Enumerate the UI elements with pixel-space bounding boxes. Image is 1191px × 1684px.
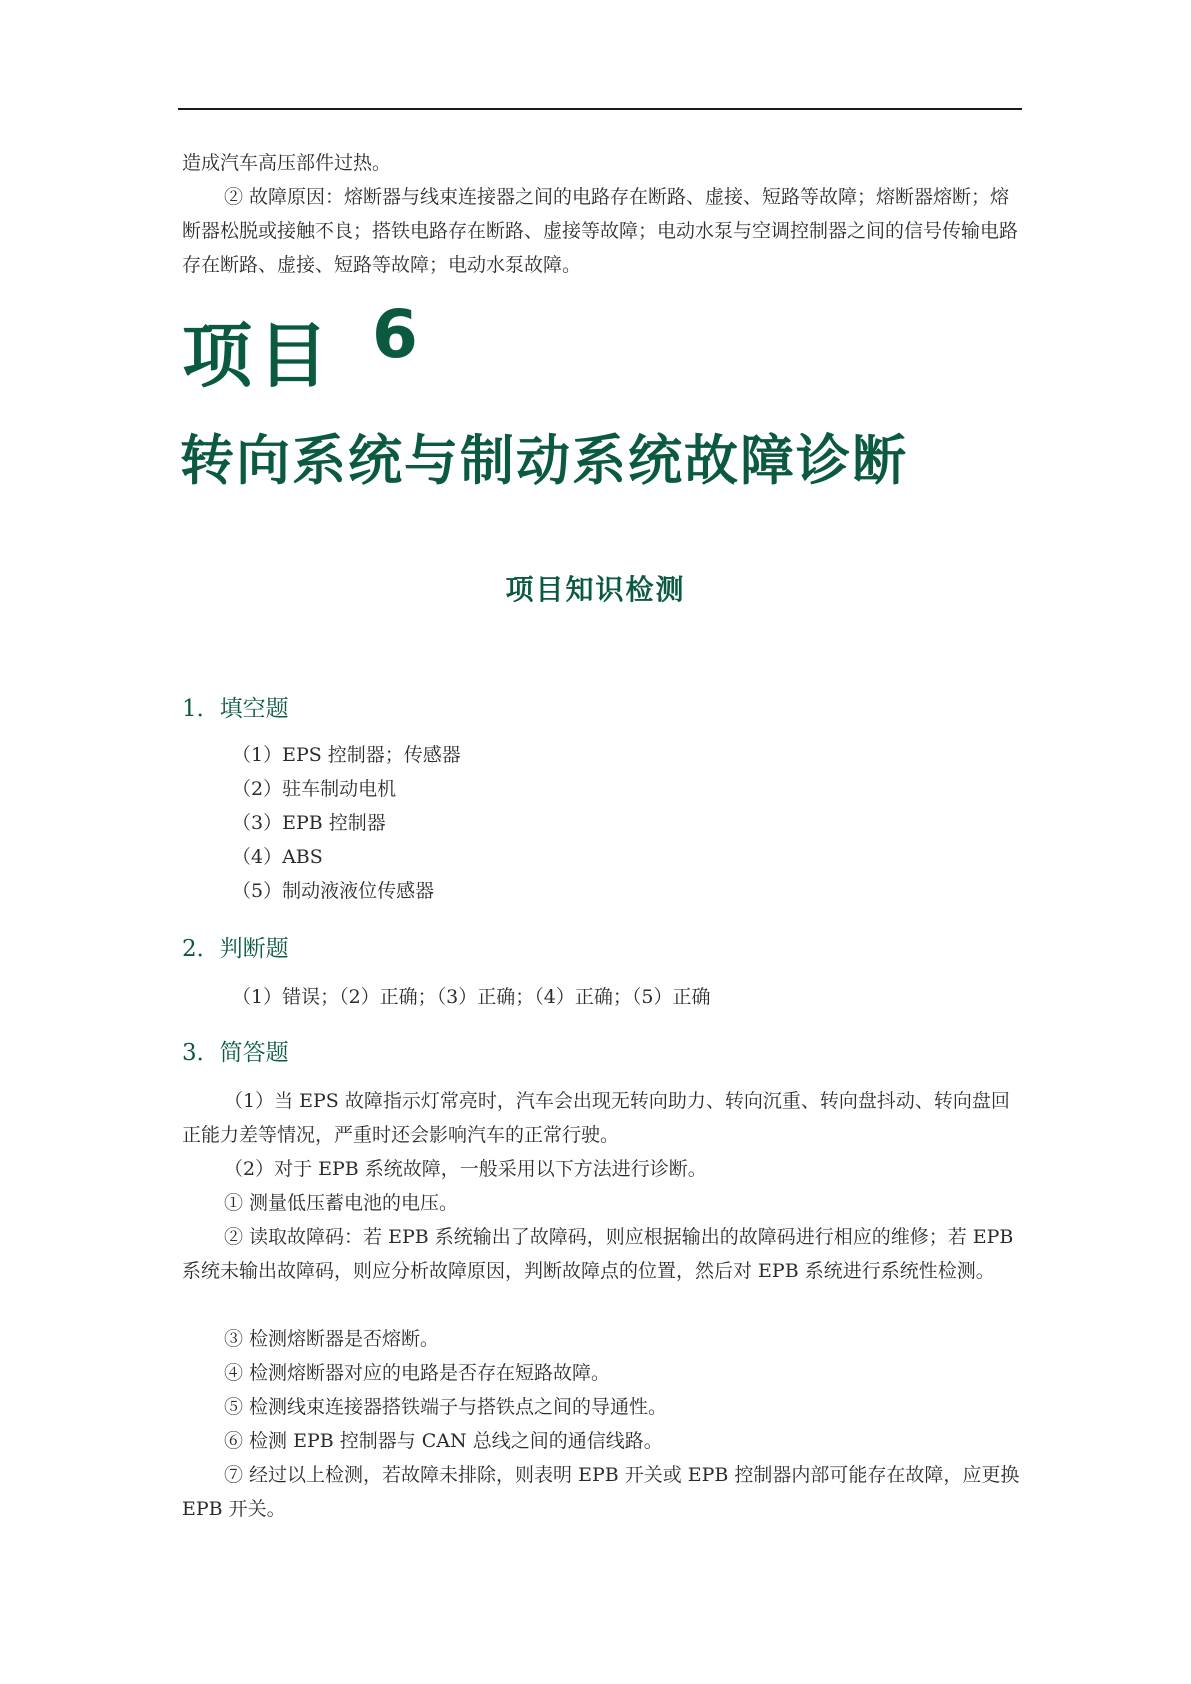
- continuation-line: 造成汽车高压部件过热。: [182, 152, 392, 174]
- q3-step-4: ④ 检测熔断器对应的电路是否存在短路故障。: [224, 1362, 611, 1384]
- q1-answer-5: （5）制动液液位传感器: [232, 880, 435, 902]
- q1-answer-1: （1）EPS 控制器；传感器: [232, 744, 461, 766]
- q3-paragraph-1: （1）当 EPS 故障指示灯常亮时，汽车会出现无转向助力、转向沉重、转向盘抖动、转向盘回正能力差等情况，严重时还会影响汽车的正常行驶。: [182, 1090, 1010, 1146]
- fault-cause-paragraph: ② 故障原因：熔断器与线束连接器之间的电路存在断路、虚接、短路等故障；熔断器熔断；熔断器松脱或接触不良；搭铁电路存在断路、虚接等故障；电动水泵与空调控制器之间的信号传输电路存在断路、虚接、短路等故障；电动水泵故障。: [182, 186, 1019, 276]
- q3-paragraph-2: （2）对于 EPB 系统故障，一般采用以下方法进行诊断。: [224, 1158, 707, 1180]
- q1-answer-4: （4）ABS: [232, 846, 323, 868]
- section-heading: 项目知识检测: [505, 573, 686, 606]
- q3-step-2: ② 读取故障码：若 EPB 系统输出了故障码，则应根据输出的故障码进行相应的维修；若 EPB 系统未输出故障码，则应分析故障原因，判断故障点的位置，然后对 EPB 系统进行系统性检测。: [182, 1226, 1014, 1282]
- q3-step-1: ① 测量低压蓄电池的电压。: [224, 1192, 459, 1214]
- q1-answer-3: （3）EPB 控制器: [232, 812, 386, 834]
- project-label: 项目: [182, 315, 334, 397]
- q3-step-7: ⑦ 经过以上检测，若故障未排除，则表明 EPB 开关或 EPB 控制器内部可能存在故障，应更换 EPB 开关。: [182, 1464, 1020, 1520]
- q3-step-3: ③ 检测熔断器是否熔断。: [224, 1328, 440, 1350]
- header-rule: [178, 108, 1022, 110]
- project-number: 6: [372, 296, 418, 373]
- q1-answer-2: （2）驻车制动电机: [232, 778, 397, 800]
- q3-heading: 3．简答题: [182, 1040, 289, 1066]
- q1-heading: 1．填空题: [182, 696, 289, 722]
- q2-answer: （1）错误；（2）正确；（3）正确；（4）正确；（5）正确: [232, 986, 711, 1008]
- q2-heading: 2．判断题: [182, 936, 289, 962]
- project-title: 转向系统与制动系统故障诊断: [180, 429, 908, 492]
- q3-step-5: ⑤ 检测线束连接器搭铁端子与搭铁点之间的导通性。: [224, 1396, 668, 1418]
- q3-step-6: ⑥ 检测 EPB 控制器与 CAN 总线之间的通信线路。: [224, 1430, 663, 1452]
